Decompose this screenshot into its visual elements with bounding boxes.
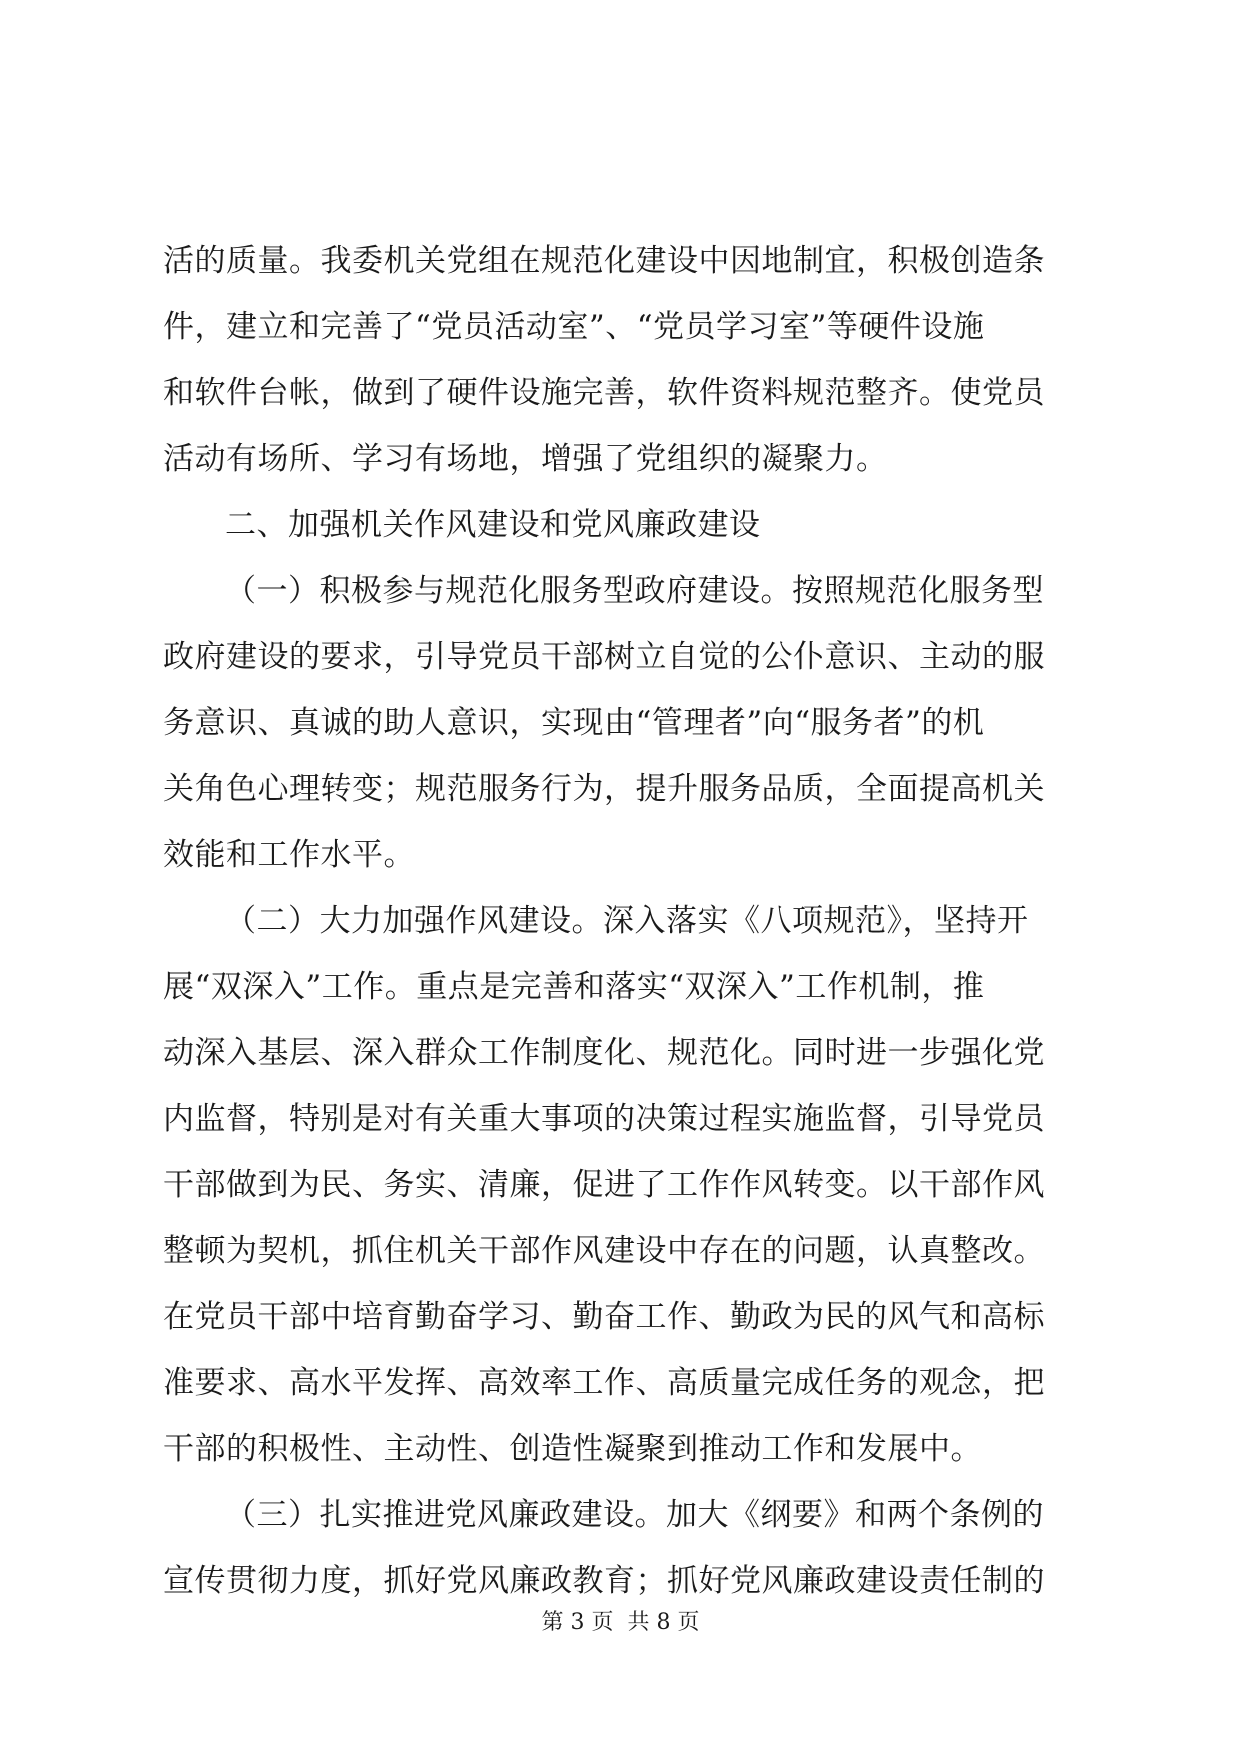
text-line: 动深入基层、深入群众工作制度化、规范化。同时进一步强化党 (163, 1035, 1045, 1071)
page-number-label: 第 3 页 共 8 页 (541, 1610, 700, 1635)
text-line: （三）扎实推进党风廉政建设。加大《纲要》和两个条例的 (225, 1497, 1044, 1533)
text-line: 干部的积极性、主动性、创造性凝聚到推动工作和发展中。 (163, 1431, 982, 1467)
page-footer (0, 1608, 1241, 1638)
text-line: 内监督，特别是对有关重大事项的决策过程实施监督，引导党员 (163, 1101, 1045, 1137)
text-line: 准要求、高水平发挥、高效率工作、高质量完成任务的观念，把 (163, 1365, 1045, 1401)
text-line: 在党员干部中培育勤奋学习、勤奋工作、勤政为民的风气和高标 (163, 1299, 1045, 1335)
text-line: 二、加强机关作风建设和党风廉政建设 (225, 507, 761, 543)
text-line: （二）大力加强作风建设。深入落实《八项规范》，坚持开 (225, 903, 1029, 939)
text-line: 干部做到为民、务实、清廉，促进了工作作风转变。以干部作风 (163, 1167, 1045, 1203)
text-line: 整顿为契机，抓住机关干部作风建设中存在的问题，认真整改。 (163, 1233, 1045, 1269)
text-line: 政府建设的要求，引导党员干部树立自觉的公仆意识、主动的服 (163, 639, 1045, 675)
text-line: 和软件台帐，做到了硬件设施完善，软件资料规范整齐。使党员 (163, 375, 1045, 411)
text-line: 务意识、真诚的助人意识，实现由“管理者”向“服务者”的机 (163, 705, 985, 741)
document-body (163, 228, 1083, 1614)
text-line: 件，建立和完善了“党员活动室”、“党员学习室”等硬件设施 (163, 309, 985, 345)
text-line: 展“双深入”工作。重点是完善和落实“双深入”工作机制，推 (163, 969, 985, 1005)
text-line: （一）积极参与规范化服务型政府建设。按照规范化服务型 (225, 573, 1044, 609)
text-line: 活动有场所、学习有场地，增强了党组织的凝聚力。 (163, 441, 888, 477)
text-line: 活的质量。我委机关党组在规范化建设中因地制宜，积极创造条 (163, 243, 1045, 279)
text-line: 关角色心理转变；规范服务行为，提升服务品质，全面提高机关 (163, 771, 1045, 807)
text-line: 效能和工作水平。 (163, 837, 415, 873)
text-line: 宣传贯彻力度，抓好党风廉政教育；抓好党风廉政建设责任制的 (163, 1563, 1045, 1599)
